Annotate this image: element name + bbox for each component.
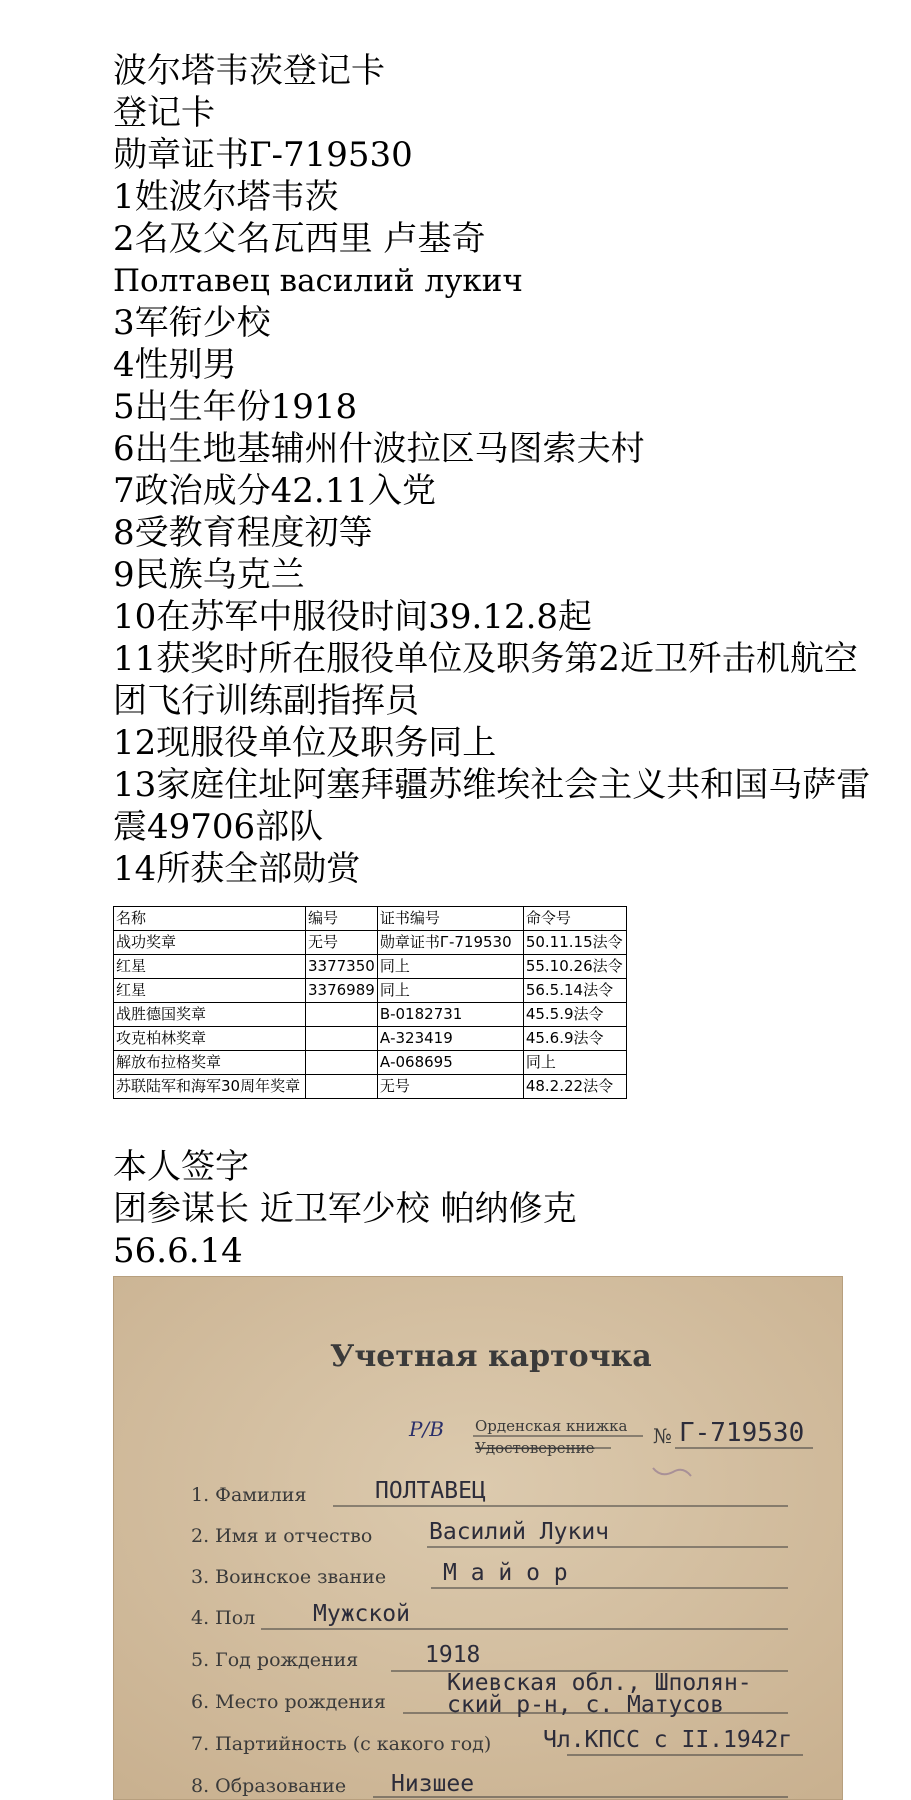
cell-name: 红星 — [114, 979, 306, 1003]
table-row — [114, 955, 627, 979]
scan-field-label-7: 7. Партийность (с какого год) — [191, 1733, 492, 1755]
education-line: 8受教育程度初等 — [113, 513, 373, 553]
card-subtitle-line: 登记卡 — [113, 93, 215, 133]
cell-name: 解放布拉格奖章 — [114, 1051, 306, 1075]
cell-order: 45.6.9法令 — [523, 1027, 626, 1051]
rank-line: 3军衔少校 — [113, 303, 271, 343]
sex-line: 4性别男 — [113, 345, 237, 385]
surname-line: 1姓波尔塔韦茨 — [113, 177, 339, 217]
scan-field-label-5: 5. Год рождения — [191, 1649, 359, 1671]
cell-order: 55.10.26法令 — [523, 955, 626, 979]
nationality-line: 9民族乌克兰 — [113, 555, 305, 595]
scan-field-label-4: 4. Пол — [191, 1607, 256, 1629]
scan-handwritten-mark: P/B — [409, 1417, 444, 1441]
scan-field-value-2: Василий Лукич — [429, 1519, 610, 1545]
table-row — [114, 1051, 627, 1075]
header-certificate: 证书编号 — [377, 907, 523, 931]
scan-field-label-2: 2. Имя и отчество — [191, 1525, 373, 1547]
scan-field-value-5: 1918 — [425, 1642, 481, 1668]
card-title-line: 波尔塔韦茨登记卡 — [113, 51, 385, 91]
scan-field-label-6: 6. Место рождения — [191, 1691, 386, 1713]
header-name: 名称 — [114, 907, 306, 931]
scan-number-value: Г-719530 — [679, 1418, 805, 1448]
cell-number — [306, 1003, 378, 1027]
transcription-bottom — [113, 1146, 577, 1272]
scan-field-value-8: Низшее — [391, 1771, 475, 1797]
transcription-top — [113, 50, 873, 890]
scanned-card-image — [113, 1276, 843, 1800]
unit-at-award-line: 11获奖时所在服役单位及职务第2近卫歼击机航空团飞行训练副指挥员 — [113, 639, 858, 721]
table-row — [114, 1003, 627, 1027]
home-address-line: 13家庭住址阿塞拜疆苏维埃社会主义共和国马萨雷震49706部队 — [113, 765, 871, 847]
name-patronymic-line: 2名及父名瓦西里 卢基奇 — [113, 219, 486, 259]
cell-order: 同上 — [523, 1051, 626, 1075]
scan-field-value-3: М а й о р — [443, 1560, 568, 1586]
scan-field-value-6: Киевская обл., Шполян- — [447, 1670, 752, 1696]
awards-heading-line: 14所获全部勋赏 — [113, 849, 361, 889]
cell-certificate: 同上 — [377, 979, 523, 1003]
date-line: 56.6.14 — [113, 1231, 243, 1271]
cell-certificate: 无号 — [377, 1075, 523, 1099]
table-row — [114, 1027, 627, 1051]
cell-order: 50.11.15法令 — [523, 931, 626, 955]
table-header-row — [114, 907, 627, 931]
awards-table — [113, 906, 627, 1099]
cell-number — [306, 1051, 378, 1075]
scan-field-label-8: 8. Образование — [191, 1775, 347, 1797]
scan-field-value-7: Чл.КПСС с II.1942г — [543, 1727, 793, 1753]
chief-of-staff-line: 团参谋长 近卫军少校 帕纳修克 — [113, 1189, 577, 1229]
header-number: 编号 — [306, 907, 378, 931]
cell-order: 48.2.22法令 — [523, 1075, 626, 1099]
cell-number — [306, 1027, 378, 1051]
current-unit-line: 12现服役单位及职务同上 — [113, 723, 497, 763]
cell-name: 苏联陆军和海军30周年奖章 — [114, 1075, 306, 1099]
scan-book-label-2: Удостоверение — [475, 1439, 595, 1457]
scan-number-label: № — [653, 1424, 672, 1448]
cell-name: 战功奖章 — [114, 931, 306, 955]
scan-field-value-1: ПОЛТАВЕЦ — [375, 1478, 486, 1504]
certificate-line: 勋章证书Г-719530 — [113, 135, 413, 175]
scan-field-value-4: Мужской — [313, 1601, 410, 1627]
cell-number: 3376989 — [306, 979, 378, 1003]
cell-certificate: В-0182731 — [377, 1003, 523, 1027]
russian-name-line: Полтавец василий лукич — [113, 263, 523, 299]
cell-name: 战胜德国奖章 — [114, 1003, 306, 1027]
service-start-line: 10在苏军中服役时间39.12.8起 — [113, 597, 593, 637]
cell-certificate: 勋章证书Г-719530 — [377, 931, 523, 955]
cell-order: 45.5.9法令 — [523, 1003, 626, 1027]
scan-field-label-1: 1. Фамилия — [191, 1484, 307, 1506]
table-row — [114, 1075, 627, 1099]
cell-name: 红星 — [114, 955, 306, 979]
scan-field-label-3: 3. Воинское звание — [191, 1566, 387, 1588]
party-line: 7政治成分42.11入党 — [113, 471, 436, 511]
scan-book-label-1: Орденская книжка — [475, 1417, 628, 1435]
scan-field-value-6b: ский р-н, с. Матусов — [447, 1692, 724, 1718]
own-signature-line: 本人签字 — [113, 1147, 249, 1187]
cell-number: 无号 — [306, 931, 378, 955]
cell-order: 56.5.14法令 — [523, 979, 626, 1003]
table-row — [114, 931, 627, 955]
header-order: 命令号 — [523, 907, 626, 931]
cell-certificate: А-323419 — [377, 1027, 523, 1051]
cell-number: 3377350 — [306, 955, 378, 979]
scan-title: Учетная карточка — [330, 1339, 652, 1374]
cell-name: 攻克柏林奖章 — [114, 1027, 306, 1051]
cell-number — [306, 1075, 378, 1099]
table-row — [114, 979, 627, 1003]
cell-certificate: А-068695 — [377, 1051, 523, 1075]
cell-certificate: 同上 — [377, 955, 523, 979]
birthplace-line: 6出生地基辅州什波拉区马图索夫村 — [113, 429, 645, 469]
birth-year-line: 5出生年份1918 — [113, 387, 358, 427]
